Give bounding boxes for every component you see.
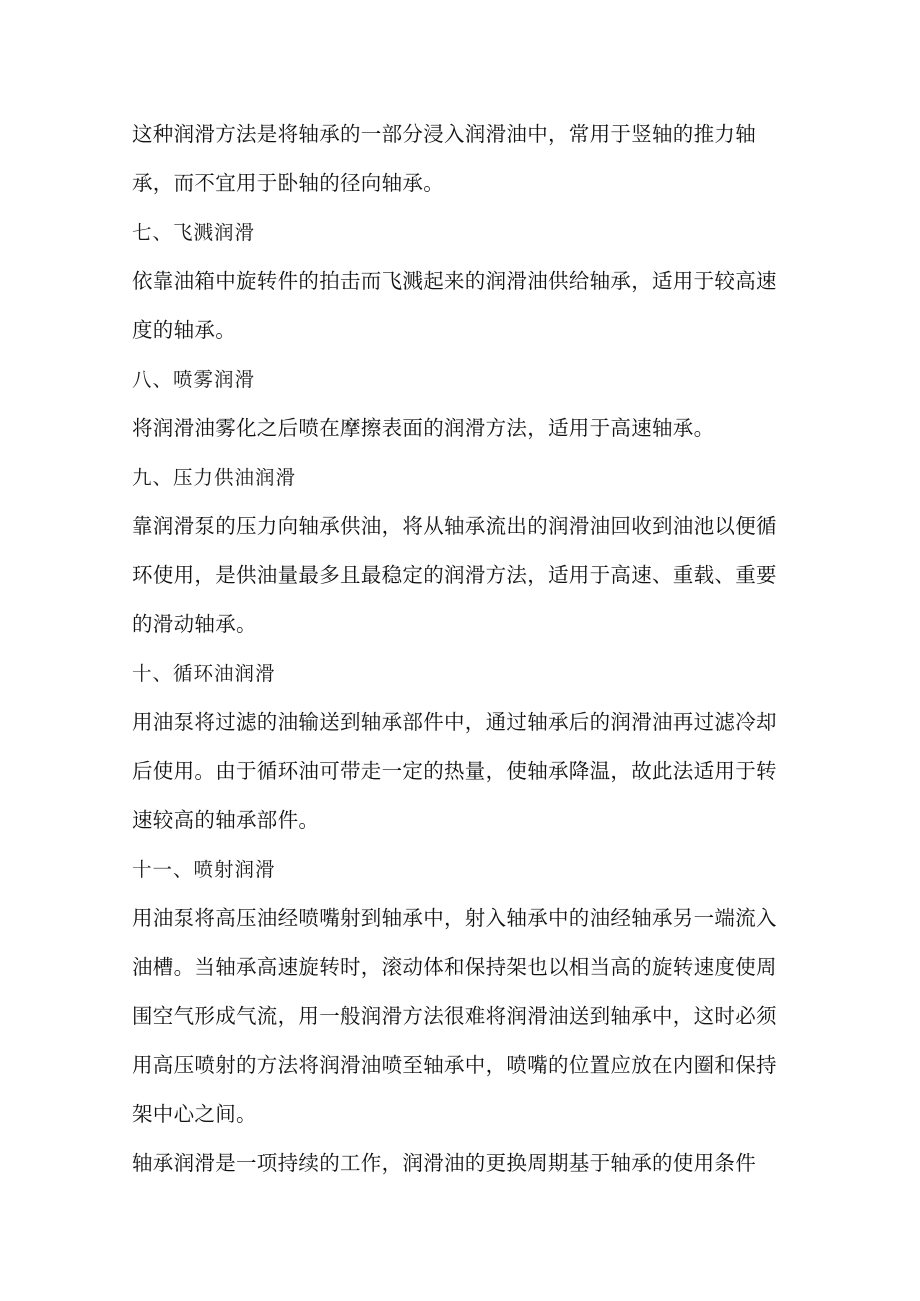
paragraph-splash-lubrication: 依靠油箱中旋转件的拍击而飞溅起来的润滑油供给轴承，适用于较高速度的轴承。 [132, 269, 777, 342]
heading-jet-lubrication: 十一、喷射润滑 [132, 858, 276, 881]
paragraph-jet-lubrication: 用油泵将高压油经喷嘴射到轴承中，射入轴承中的油经轴承另一端流入油槽。当轴承高速旋转时，滚动体和保持架也以相当高的旋转速度使周围空气形成气流，用一般润滑方法很难将润滑油送到轴承中，这时必须用高压喷射的方法将润滑油喷至轴承中，喷嘴的位置应放在内圈和保持架中心之间。 [132, 906, 777, 1126]
paragraph-circulating-oil: 用油泵将过滤的油输送到轴承部件中，通过轴承后的润滑油再过滤冷却后使用。由于循环油可带走一定的热量，使轴承降温，故此法适用于转速较高的轴承部件。 [132, 710, 777, 832]
paragraph-lubrication-summary: 轴承润滑是一项持续的工作，润滑油的更换周期基于轴承的使用条件 [132, 1151, 756, 1175]
heading-spray-lubrication: 八、喷雾润滑 [132, 368, 256, 391]
paragraph-spray-lubrication: 将润滑油雾化之后喷在摩擦表面的润滑方法，适用于高速轴承。 [132, 416, 715, 440]
heading-circulating-oil: 十、循环油润滑 [132, 662, 276, 685]
document-body [132, 110, 792, 1188]
heading-pressure-lubrication: 九、压力供油润滑 [132, 466, 297, 489]
heading-splash-lubrication: 七、飞溅润滑 [132, 221, 256, 244]
paragraph-oil-bath: 这种润滑方法是将轴承的一部分浸入润滑油中，常用于竖轴的推力轴承，而不宜用于卧轴的径向轴承。 [132, 122, 756, 195]
paragraph-pressure-lubrication: 靠润滑泵的压力向轴承供油，将从轴承流出的润滑油回收到油池以便循环使用，是供油量最多且最稳定的润滑方法，适用于高速、重载、重要的滑动轴承。 [132, 514, 777, 636]
